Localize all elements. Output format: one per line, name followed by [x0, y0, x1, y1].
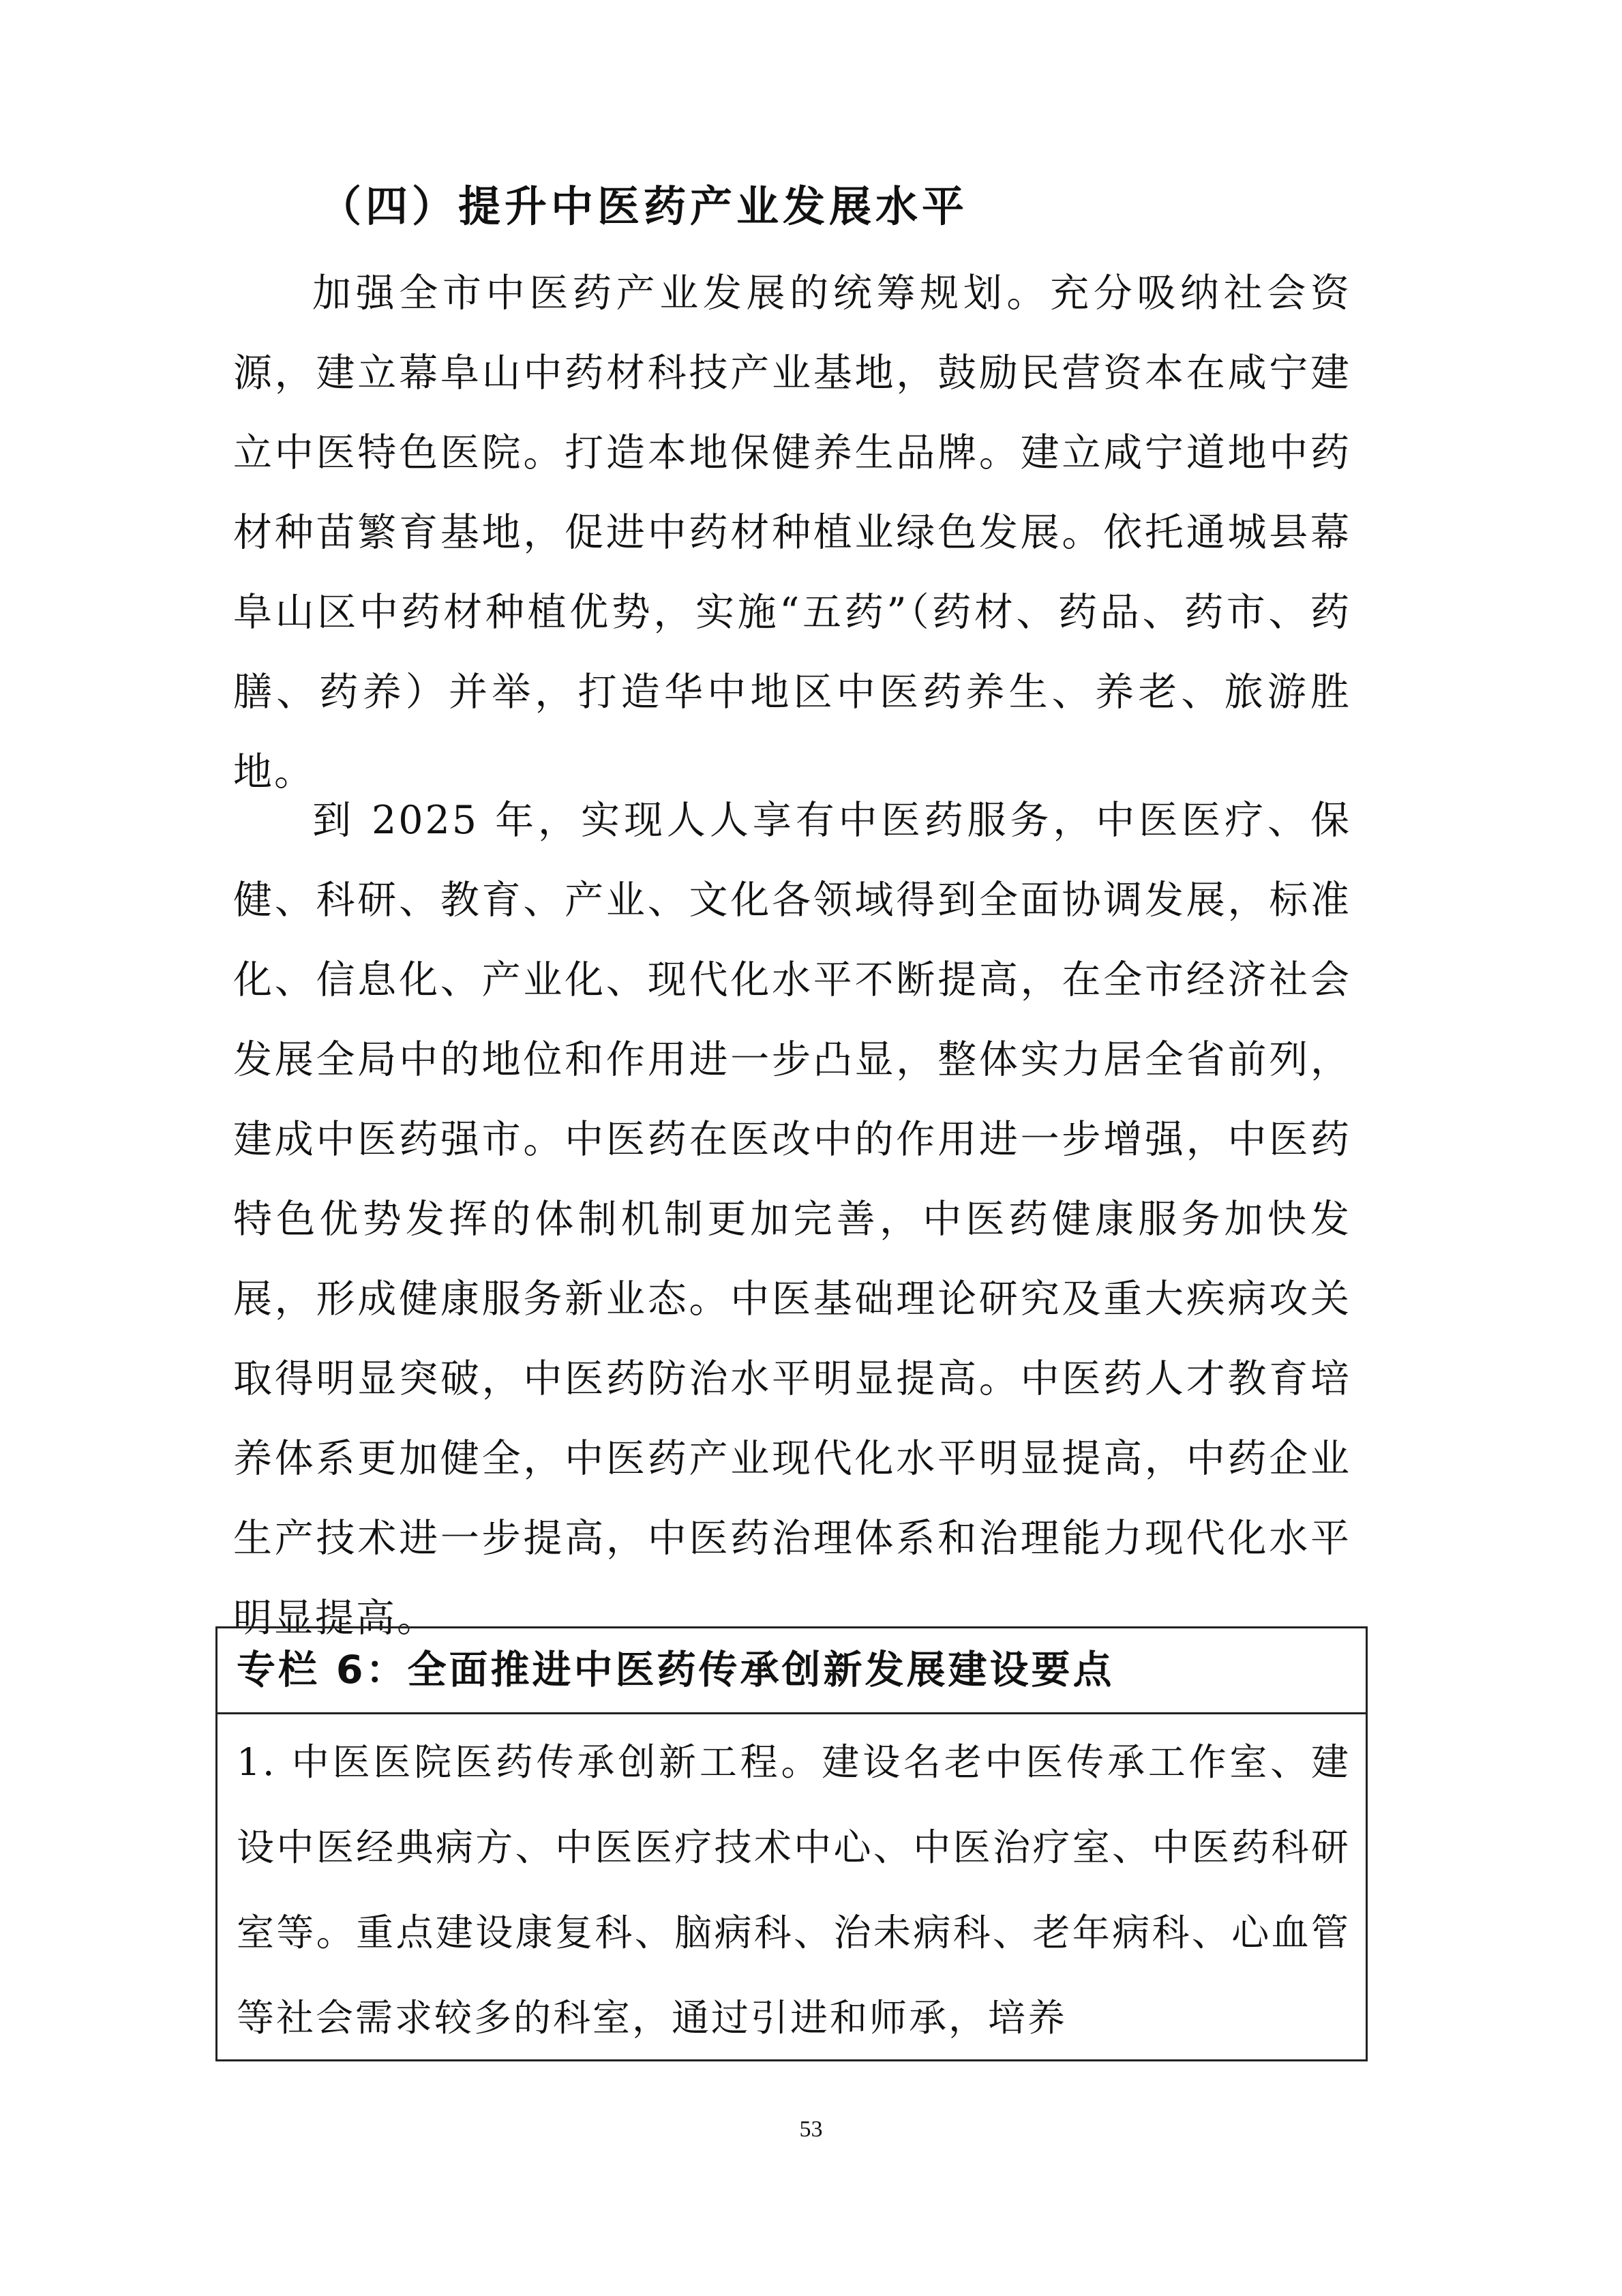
paragraph-2025-goals: 到 2025 年，实现人人享有中医药服务，中医医疗、保健、科研、教育、产业、文化各领域得到全面协调发展，标准化、信息化、产业化、现代化水平不断提高，在全市经济社会发展全局中的地位和作用进一步凸显，整体实力居全省前列，建成中医药强市。中医药在医改中的作用进一步增强，中医药特色优势发挥的体制机制更加完善，中医药健康服务加快发展，形成健康服务新业态。中医基础理论研究及重大疾病攻关取得明显突破，中医药防治水平明显提高。中医药人才教育培养体系更加健全，中医药产业现代化水平明显提高，中药企业生产技术进一步提高，中医药治理体系和治理能力现代化水平明显提高。: [233, 798, 1351, 1641]
column-box-title: 专栏 6：全面推进中医药传承创新发展建设要点: [217, 1628, 1366, 1714]
paragraph-industry-planning: 加强全市中医药产业发展的统筹规划。充分吸纳社会资源，建立幕阜山中药材科技产业基地，鼓励民营资本在咸宁建立中医特色医院。打造本地保健养生品牌。建立咸宁道地中药材种苗繁育基地，促进中药材种植业绿色发展。依托通城县幕阜山区中药材种植优势，实施“五药”（药材、药品、药市、药膳、药养）并举，打造华中地区中医药养生、养老、旅游胜地。: [233, 271, 1351, 794]
column-box: [215, 1626, 1368, 2061]
page-number: 53: [799, 2117, 823, 2142]
section-heading: （四）提升中医药产业发展水平: [319, 181, 969, 231]
column-box-body: 1. 中医医院医药传承创新工程。建设名老中医传承工作室、建设中医经典病方、中医医疗技术中心、中医治疗室、中医药科研室等。重点建设康复科、脑病科、治未病科、老年病科、心血管等社会需求较多的科室，通过引进和师承，培养: [237, 1740, 1351, 2040]
